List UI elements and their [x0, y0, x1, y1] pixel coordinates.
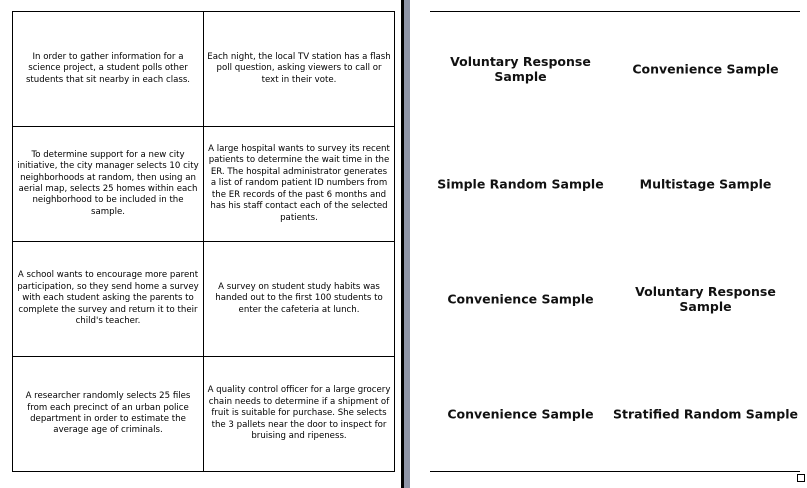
scenario-card: A survey on student study habits was handed out to the first 100 students to enter the cafeteria at lunch. [204, 242, 395, 357]
scenario-card: Each night, the local TV station has a flash poll question, asking viewers to call or text in their vote. [204, 12, 395, 127]
table-row [13, 357, 395, 472]
top-rule [430, 11, 800, 12]
left-page [0, 0, 401, 488]
scenario-card: In order to gather information for a science project, a student polls other students that sit nearby in each class. [13, 12, 204, 127]
table-row [13, 242, 395, 357]
answer-card: Voluntary Response Sample [450, 54, 591, 84]
right-page [410, 0, 807, 488]
bottom-rule [430, 471, 800, 472]
scenario-card: A researcher randomly selects 25 files from each precinct of an urban police department in order to estimate the average age of criminals. [13, 357, 204, 472]
table-row [13, 12, 395, 127]
answer-card: Convenience Sample [447, 291, 594, 307]
answer-card: Stratified Random Sample [613, 406, 798, 422]
answer-card: Convenience Sample [632, 61, 779, 77]
table-row [13, 127, 395, 242]
answer-card: Voluntary Response Sample [635, 284, 776, 314]
resize-handle[interactable] [797, 474, 805, 482]
scenario-card: A large hospital wants to survey its recent patients to determine the wait time in the ER. The hospital administrator generates a list of random patient ID numbers from the ER records of the past 6 months and has his staff contact each of the selected patients. [204, 127, 395, 242]
answer-card: Convenience Sample [447, 406, 594, 422]
answer-card: Simple Random Sample [437, 176, 604, 192]
scenario-card: To determine support for a new city initiative, the city manager selects 10 city neighborhoods at random, then using an aerial map, selects 25 homes within each neighborhood to be included in the sample. [13, 127, 204, 242]
answer-card: Multistage Sample [639, 176, 772, 192]
scenario-cards-table [12, 11, 395, 472]
scenario-card: A quality control officer for a large grocery chain needs to determine if a shipment of fruit is suitable for purchase. She selects the 3 pallets near the door to inspect for bruising and ripeness. [204, 357, 395, 472]
scenario-card: A school wants to encourage more parent participation, so they send home a survey with each student asking the parents to complete the survey and return it to their child's teacher. [13, 242, 204, 357]
